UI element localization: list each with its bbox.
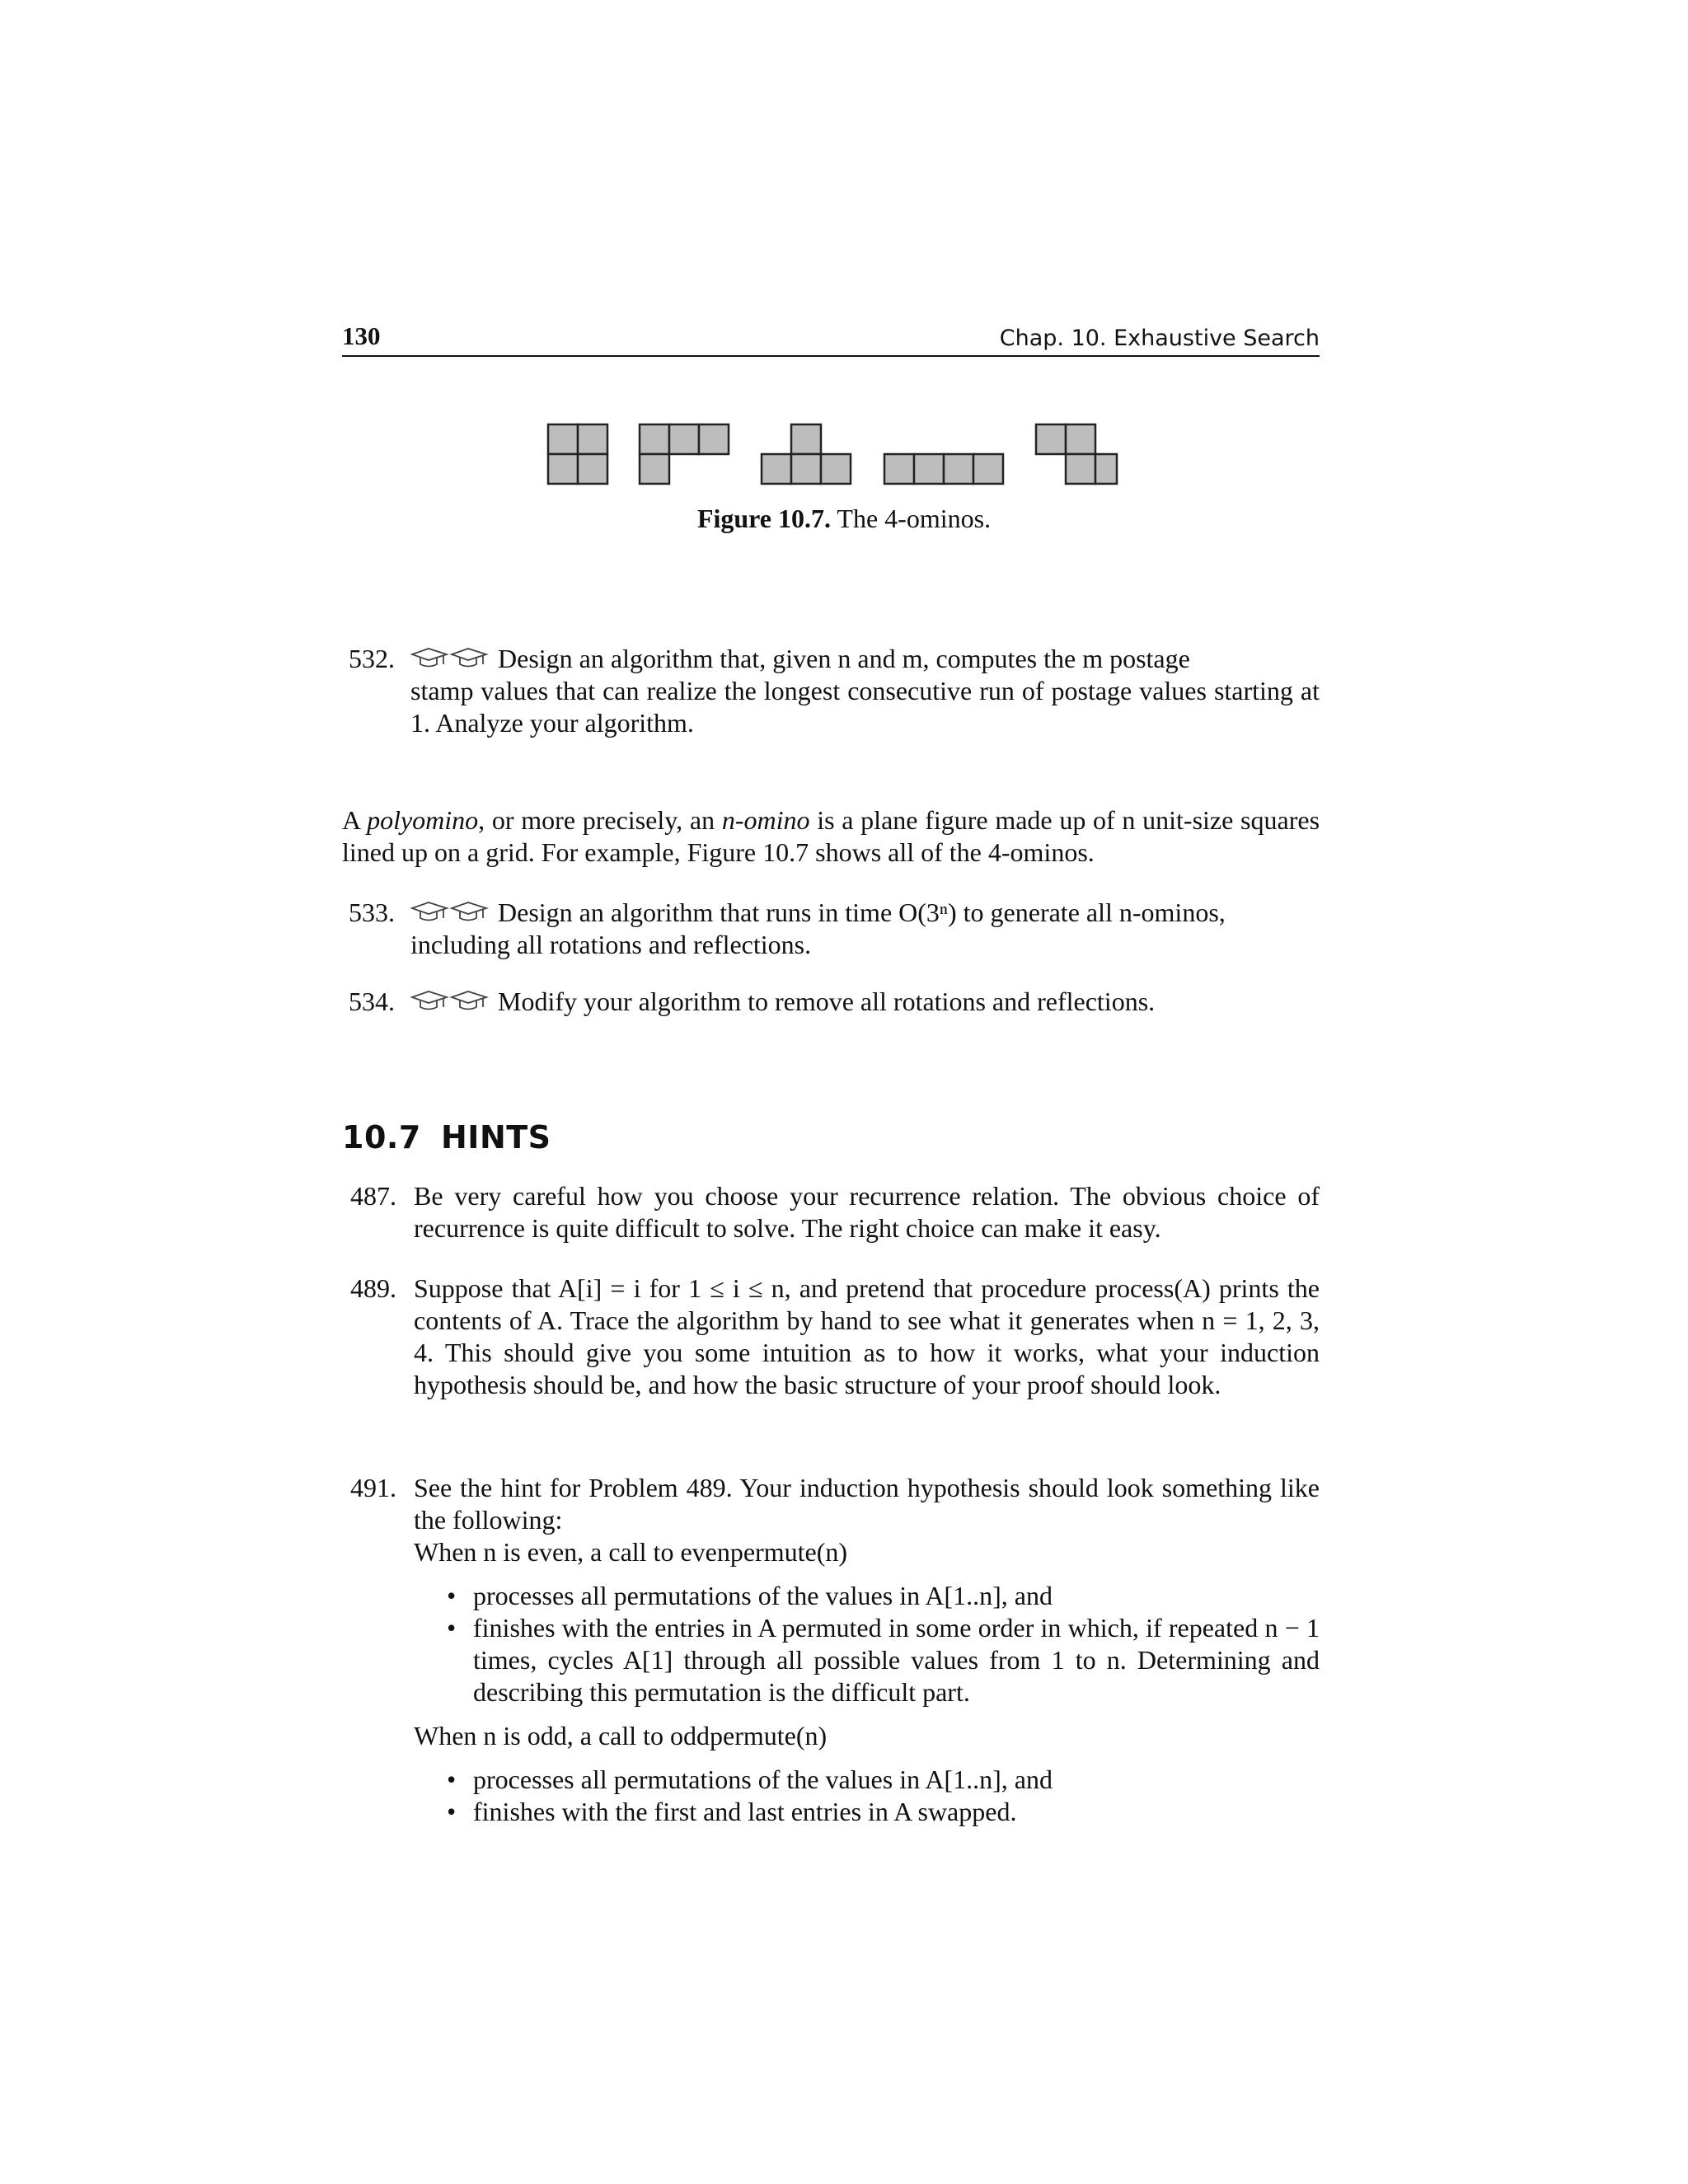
section-heading bbox=[342, 1119, 551, 1155]
difficulty-cap-icon bbox=[410, 646, 490, 671]
hint-491 bbox=[342, 1472, 1320, 1828]
hint-number: 487. bbox=[350, 1181, 396, 1211]
page-number: 130 bbox=[342, 321, 381, 350]
running-head: Chap. 10. Exhaustive Search bbox=[999, 326, 1320, 351]
term-polyomino: polyomino bbox=[367, 805, 479, 835]
section-number: 10.7 bbox=[342, 1119, 421, 1155]
bullet-item: • processes all permutations of the values in A[1..n], and bbox=[414, 1764, 1320, 1796]
problem-text: including all rotations and reflections. bbox=[410, 930, 812, 959]
figure-caption-text: The 4-ominos. bbox=[837, 504, 992, 533]
figure-caption-label: Figure 10.7. bbox=[696, 504, 831, 533]
hint-even-lead: When n is even, a call to evenpermute(n) bbox=[414, 1537, 847, 1567]
polyomino-paragraph bbox=[342, 804, 1320, 869]
problem-text: Modify your algorithm to remove all rotations and reflections. bbox=[498, 987, 1156, 1016]
z-tetromino bbox=[1036, 424, 1117, 484]
header-rule bbox=[342, 355, 1320, 357]
figure-caption bbox=[0, 504, 1688, 534]
problem-534 bbox=[342, 986, 1320, 1018]
hint-odd-lead: When n is odd, a call to oddpermute(n) bbox=[414, 1721, 828, 1750]
odd-bullet-list bbox=[414, 1764, 1320, 1828]
term-n-omino: n-omino bbox=[721, 805, 810, 835]
hint-487 bbox=[342, 1180, 1320, 1244]
hint-number: 489. bbox=[350, 1273, 396, 1303]
difficulty-cap-icon bbox=[410, 989, 490, 1014]
problem-text-line1: Design an algorithm that runs in time O(3ⁿ) to generate all n-ominos, bbox=[498, 898, 1226, 927]
section-title: HINTS bbox=[441, 1119, 551, 1155]
hint-number: 491. bbox=[350, 1473, 396, 1502]
bullet-item: • processes all permutations of the values in A[1..n], and bbox=[414, 1580, 1320, 1612]
paragraph-lead: A bbox=[342, 805, 368, 835]
t-tetromino bbox=[762, 424, 851, 484]
i-tetromino bbox=[884, 454, 1003, 484]
l-tetromino bbox=[640, 424, 729, 484]
problem-text-line1: Design an algorithm that, given n and m, computes the m postage bbox=[498, 644, 1190, 673]
even-bullet-list bbox=[414, 1580, 1320, 1708]
problem-number: 533. bbox=[349, 898, 395, 927]
hint-489 bbox=[342, 1272, 1320, 1401]
bullet-item: • finishes with the first and last entries in A swapped. bbox=[414, 1796, 1320, 1828]
tetromino-figure bbox=[544, 420, 1121, 486]
problem-533 bbox=[342, 897, 1320, 961]
problem-532 bbox=[342, 643, 1320, 739]
problem-number: 534. bbox=[349, 987, 395, 1016]
o-tetromino bbox=[548, 424, 607, 484]
paragraph-mid: , or more precisely, an bbox=[478, 805, 722, 835]
hint-intro: See the hint for Problem 489. Your induction hypothesis should look something like the following: bbox=[414, 1473, 1320, 1535]
problem-number: 532. bbox=[349, 644, 395, 673]
paragraph-tail: is a plane figure made up of n unit-size squares lined up on a grid. For example, Figure 10.7 shows all of the 4-ominos. bbox=[342, 805, 1320, 867]
hint-text: Suppose that A[i] = i for 1 ≤ i ≤ n, and pretend that procedure process(A) prints the contents of A. Trace the algorithm by hand to see what it generates when n = 1, 2, 3, 4. This should give you some intuition as to how it works, what your induction hypothesis should be, and how the basic structure of your proof should look. bbox=[414, 1273, 1320, 1399]
bullet-item: • finishes with the entries in A permuted in some order in which, if repeated n − 1 times, cycles A[1] through all possible values from 1 to n. Determining and describing this permutation is the difficult part. bbox=[414, 1612, 1320, 1708]
hint-text: Be very careful how you choose your recurrence relation. The obvious choice of recurrence is quite difficult to solve. The right choice can make it easy. bbox=[414, 1181, 1320, 1243]
problem-text: stamp values that can realize the longest consecutive run of postage values starting at 1. Analyze your algorithm. bbox=[410, 676, 1320, 738]
difficulty-cap-icon bbox=[410, 900, 490, 925]
